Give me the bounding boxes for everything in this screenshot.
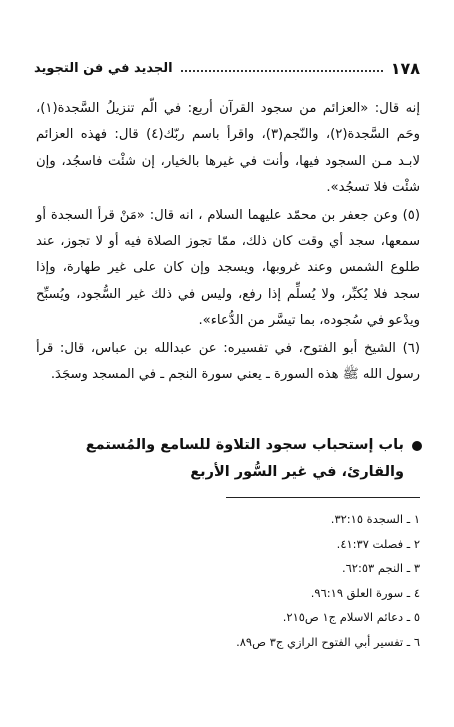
section-heading-text: باب إستحباب سجود التلاوة للسامع والمُستمع والقارئ، في غير السُّور الأربع bbox=[85, 437, 404, 480]
paragraph-jafar-narration: (٥) وعن جعفر بن محمّد عليهما السلام ، انه قال: «مَنْ قرأ السجدة أو سمعها، سجد أي وقت كان ذلك، ممّا تجوز الصلاة فيه أو لا تجوز، عند طلوع الشمس وعند غروبها، ويسجد وإن كان على غير طهارة، وإذا سجد فلا يُكبِّر، ولا يُسلِّم إذا رفع، وليس في ذلك غير السُّجود، ويُسبِّح ويدْعو في سُجوده، بما تيسَّر من الدُّعاء». bbox=[36, 207, 420, 329]
paragraph-quote-continuation: إنه قال: «العزائم من سجود القرآن أربع: في الّم تنزيلُ السَّجدة(١)، وحَم السَّجدة(٢)، والنّجم(٣)، واقرأ باسم ربّك(٤) قال: فهذه العزائم لابـد مـن السجود فيها، وأنت في غيرها بالخيار، إن شئْت فاسجُد، وإن شئْت فلا تسجُد». bbox=[36, 101, 420, 196]
footnote-divider bbox=[226, 497, 420, 498]
running-title: الجديد في فن التجويد bbox=[34, 60, 173, 76]
page-number: ١٧٨ bbox=[390, 58, 420, 78]
footnote-item: ٣ ـ النجم ٦٢:٥٣. bbox=[341, 561, 420, 575]
footnote-item: ٥ ـ دعائم الاسلام ج١ ص٢١٥. bbox=[282, 610, 420, 624]
header-dotted-leader bbox=[181, 70, 383, 72]
section-heading bbox=[36, 432, 422, 486]
footnote-item: ١ ـ السجدة ٣٢:١٥. bbox=[330, 512, 420, 526]
page-header bbox=[34, 56, 420, 80]
main-text bbox=[36, 96, 420, 388]
footnotes-list bbox=[36, 507, 420, 654]
footnote-item: ٤ ـ سورة العلق ٩٦:١٩. bbox=[310, 585, 420, 600]
bullet-icon bbox=[412, 441, 422, 451]
paragraph-abu-al-futuh: (٦) الشيخ أبو الفتوح، في تفسيره: عن عبدالله بن عباس، قال: قرأ رسول الله ﷺ هذه السورة ـ يعني سورة النجم ـ في المسجد وسجَدَ. bbox=[36, 340, 420, 383]
footnote-item: ٦ ـ تفسير أبي الفتوح الرازي ج٣ ص٨٩. bbox=[236, 634, 420, 649]
footnote-item: ٢ ـ فصلت ٤١:٣٧. bbox=[336, 536, 420, 551]
